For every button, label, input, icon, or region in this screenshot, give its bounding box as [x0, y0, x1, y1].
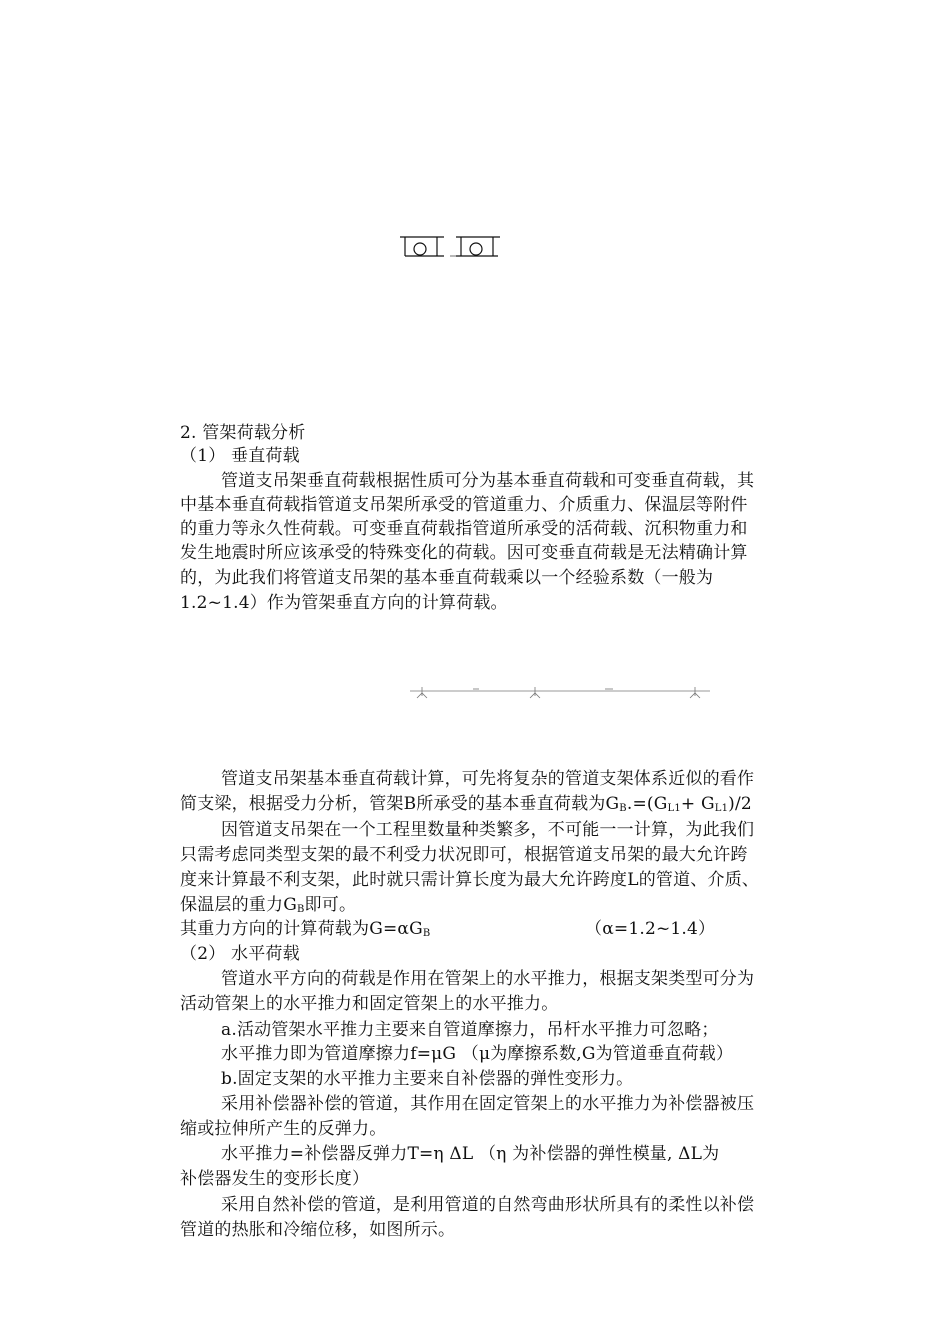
paragraph-line: b.固定支架的水平推力主要来自补偿器的弹性变形力。	[221, 1069, 634, 1089]
paragraph-line: 水平推力即为管道摩擦力f=μG （μ为摩擦系数,G为管道垂直荷载）	[221, 1044, 734, 1064]
paragraph-line: 水平推力=补偿器反弹力T=η ΔL （η 为补偿器的弹性模量, ΔL为	[221, 1144, 720, 1164]
paragraph-line: 简支梁，根据受力分析，管架B所承受的基本垂直荷载为$G_B.=(G_{L1}+ G_{L1})/2$	[180, 794, 752, 814]
paragraph-line: 中基本垂直荷载指管道支吊架所承受的管道重力、介质重力、保温层等附件	[180, 495, 748, 515]
paragraph-line: 管道水平方向的荷载是作用在管架上的水平推力，根据支架类型可分为	[221, 969, 755, 989]
alpha-range: （α=1.2~1.4）	[585, 919, 716, 939]
paragraph-line: 管道支吊架基本垂直荷载计算，可先将复杂的管道支架体系近似的看作	[221, 769, 755, 789]
paragraph-line: 发生地震时所应该承受的特殊变化的荷载。因可变垂直荷载是无法精确计算	[180, 543, 748, 563]
vertical-load-title: （1） 垂直荷载	[180, 446, 300, 466]
paragraph-line: 采用自然补偿的管道，是利用管道的自然弯曲形状所具有的柔性以补偿	[221, 1195, 755, 1215]
gravity-formula-line: 其重力方向的计算荷载为$G=\alpha G_B$ （α=1.2~1.4）	[180, 919, 716, 939]
paragraph-line: 只需考虑同类型支架的最不利受力状况即可，根据管道支吊架的最大允许跨	[180, 845, 748, 865]
paragraph-line: 采用补偿器补偿的管道，其作用在固定管架上的水平推力为补偿器被压	[221, 1094, 755, 1114]
pipe-support-figure	[400, 234, 500, 260]
paragraph-line: a.活动管架水平推力主要来自管道摩擦力，吊杆水平推力可忽略；	[221, 1020, 719, 1040]
paragraph-line: 因管道支吊架在一个工程里数量种类繁多，不可能一一计算，为此我们	[221, 820, 755, 840]
paragraph-line: 管道支吊架垂直荷载根据性质可分为基本垂直荷载和可变垂直荷载，其	[221, 471, 755, 491]
simple-beam-figure	[410, 684, 710, 704]
paragraph-line: 保温层的重力$G_B$即可。	[180, 895, 357, 915]
paragraph-line: 管道的热胀和冷缩位移，如图所示。	[180, 1220, 456, 1240]
paragraph-line: 缩或拉伸所产生的反弹力。	[180, 1119, 387, 1139]
paragraph-line: 的重力等永久性荷载。可变垂直荷载指管道所承受的活荷载、沉积物重力和	[180, 519, 748, 539]
paragraph-line: 1.2~1.4）作为管架垂直方向的计算荷载。	[180, 593, 508, 613]
paragraph-line: 的，为此我们将管道支吊架的基本垂直荷载乘以一个经验系数（一般为	[180, 568, 714, 588]
horizontal-load-title: （2） 水平荷载	[180, 944, 300, 964]
paragraph-line: 活动管架上的水平推力和固定管架上的水平推力。	[180, 994, 559, 1014]
section-heading: 2. 管架荷载分析	[180, 423, 306, 443]
paragraph-line: 补偿器发生的变形长度）	[180, 1169, 370, 1189]
paragraph-line: 度来计算最不利支架，此时就只需计算长度为最大允许跨度L的管道、介质、	[180, 870, 760, 890]
